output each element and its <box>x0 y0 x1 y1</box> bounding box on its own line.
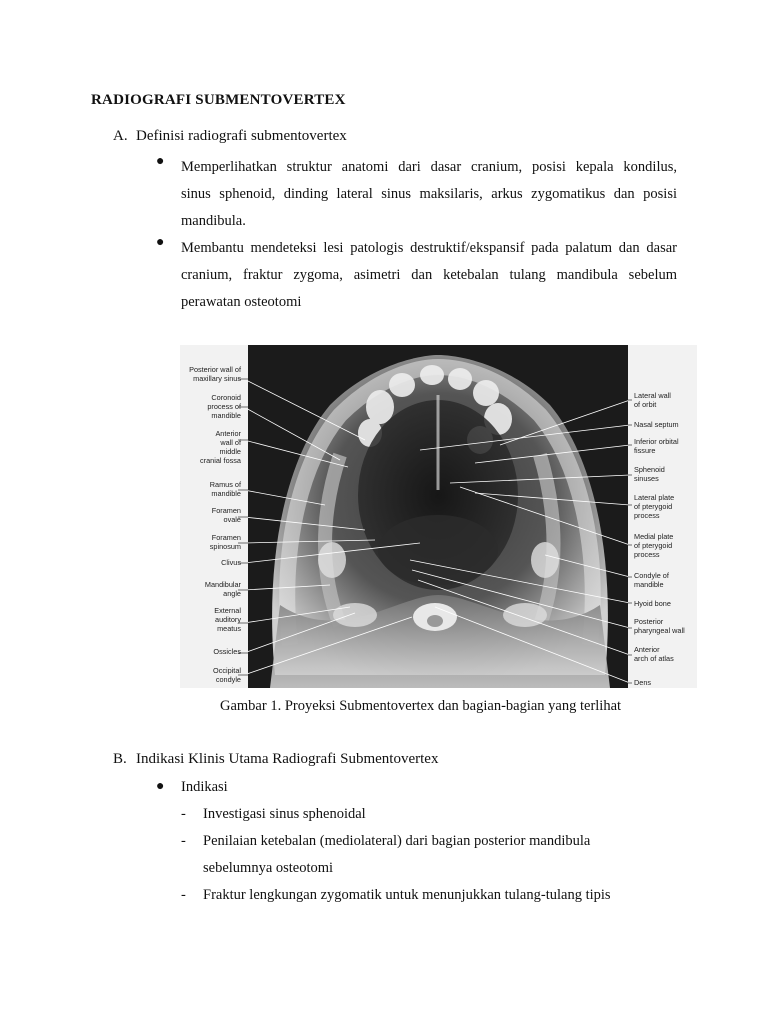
xray-figure <box>180 345 697 688</box>
bullet-dot-icon: ● <box>156 779 165 794</box>
label-nasal-septum: Nasal septum <box>634 420 679 429</box>
label-sphenoid-sinuses: Sphenoid sinuses <box>634 465 665 483</box>
label-coronoid-process: Coronoid process of mandible <box>207 393 241 420</box>
label-lateral-wall-of-orbit: Lateral wall of orbit <box>634 391 671 409</box>
bullet-line: cranium, fraktur zygoma, asimetri dan ketebalan tulang mandibula sebelum <box>181 267 677 283</box>
bullet-line: Membantu mendeteksi lesi patologis destruktif/ekspansif pada palatum dan dasar <box>181 240 677 256</box>
section-a-title <box>113 128 347 145</box>
bullet-dot-icon: ● <box>156 235 165 250</box>
label-clivus: Clivus <box>221 558 241 567</box>
label-ossicles: Ossicles <box>213 647 241 656</box>
dash-item-text: Penilaian ketebalan (mediolateral) dari bagian posterior mandibula <box>203 833 591 849</box>
label-lateral-plate-pterygoid: Lateral plate of pterygoid process <box>634 493 675 520</box>
bullet-line: perawatan osteotomi <box>181 294 302 310</box>
label-anterior-wall-middle-cranial-fossa: Anterior wall of middle cranial fossa <box>200 429 241 465</box>
label-ramus-of-mandible: Ramus of mandible <box>209 480 241 498</box>
label-dens: Dens <box>634 678 652 687</box>
bullet-line: mandibula. <box>181 213 246 229</box>
dash-item-text: sebelumnya osteotomi <box>203 860 334 876</box>
dash-marker: - <box>181 833 186 849</box>
bullet-line: sinus sphenoid, dinding lateral sinus maksilaris, arkus zygomatikus dan posisi <box>181 186 677 202</box>
label-foramen-spinosum: Foramen spinosum <box>209 533 241 551</box>
xray-figure-svg <box>180 345 697 688</box>
label-mandibular-angle: Mandibular angle <box>204 580 241 598</box>
label-external-auditory-meatus: External auditory meatus <box>214 606 241 633</box>
section-b-letter: B. <box>113 751 127 767</box>
label-inferior-orbital-fissure: Inferior orbital fissure <box>634 437 679 455</box>
section-a-letter: A. <box>113 128 128 144</box>
dash-item-text: Fraktur lengkungan zygomatik untuk menunjukkan tulang-tulang tipis <box>203 887 611 903</box>
figure-caption: Gambar 1. Proyeksi Submentovertex dan bagian-bagian yang terlihat <box>220 698 622 714</box>
dash-item-text: Investigasi sinus sphenoidal <box>203 806 366 822</box>
label-posterior-wall-maxillary-sinus: Posterior wall of maxillary sinus <box>189 365 241 383</box>
label-occipital-condyle: Occipital condyle <box>213 666 241 684</box>
label-condyle-of-mandible: Condyle of mandible <box>634 571 669 589</box>
dash-marker: - <box>181 887 186 903</box>
section-a-title-text: Definisi radiografi submentovertex <box>136 128 347 144</box>
page-heading: RADIOGRAFI SUBMENTOVERTEX <box>91 92 346 108</box>
label-medial-plate-pterygoid: Medial plate of pterygoid process <box>634 532 674 559</box>
section-b-title <box>113 751 438 768</box>
label-hyoid-bone: Hyoid bone <box>634 599 671 608</box>
bullet-dot-icon: ● <box>156 154 165 169</box>
section-b-title-text: Indikasi Klinis Utama Radiografi Submentovertex <box>136 751 439 767</box>
bullet-line: Memperlihatkan struktur anatomi dari dasar cranium, posisi kepala kondilus, <box>181 159 677 175</box>
label-anterior-arch-of-atlas: Anterior arch of atlas <box>634 645 674 663</box>
label-foramen-ovale: Foramen ovale <box>211 506 241 524</box>
bullet-indikasi-text: Indikasi <box>181 779 228 795</box>
dash-marker: - <box>181 806 186 822</box>
label-posterior-pharyngeal-wall: Posterior pharyngeal wall <box>634 617 685 635</box>
